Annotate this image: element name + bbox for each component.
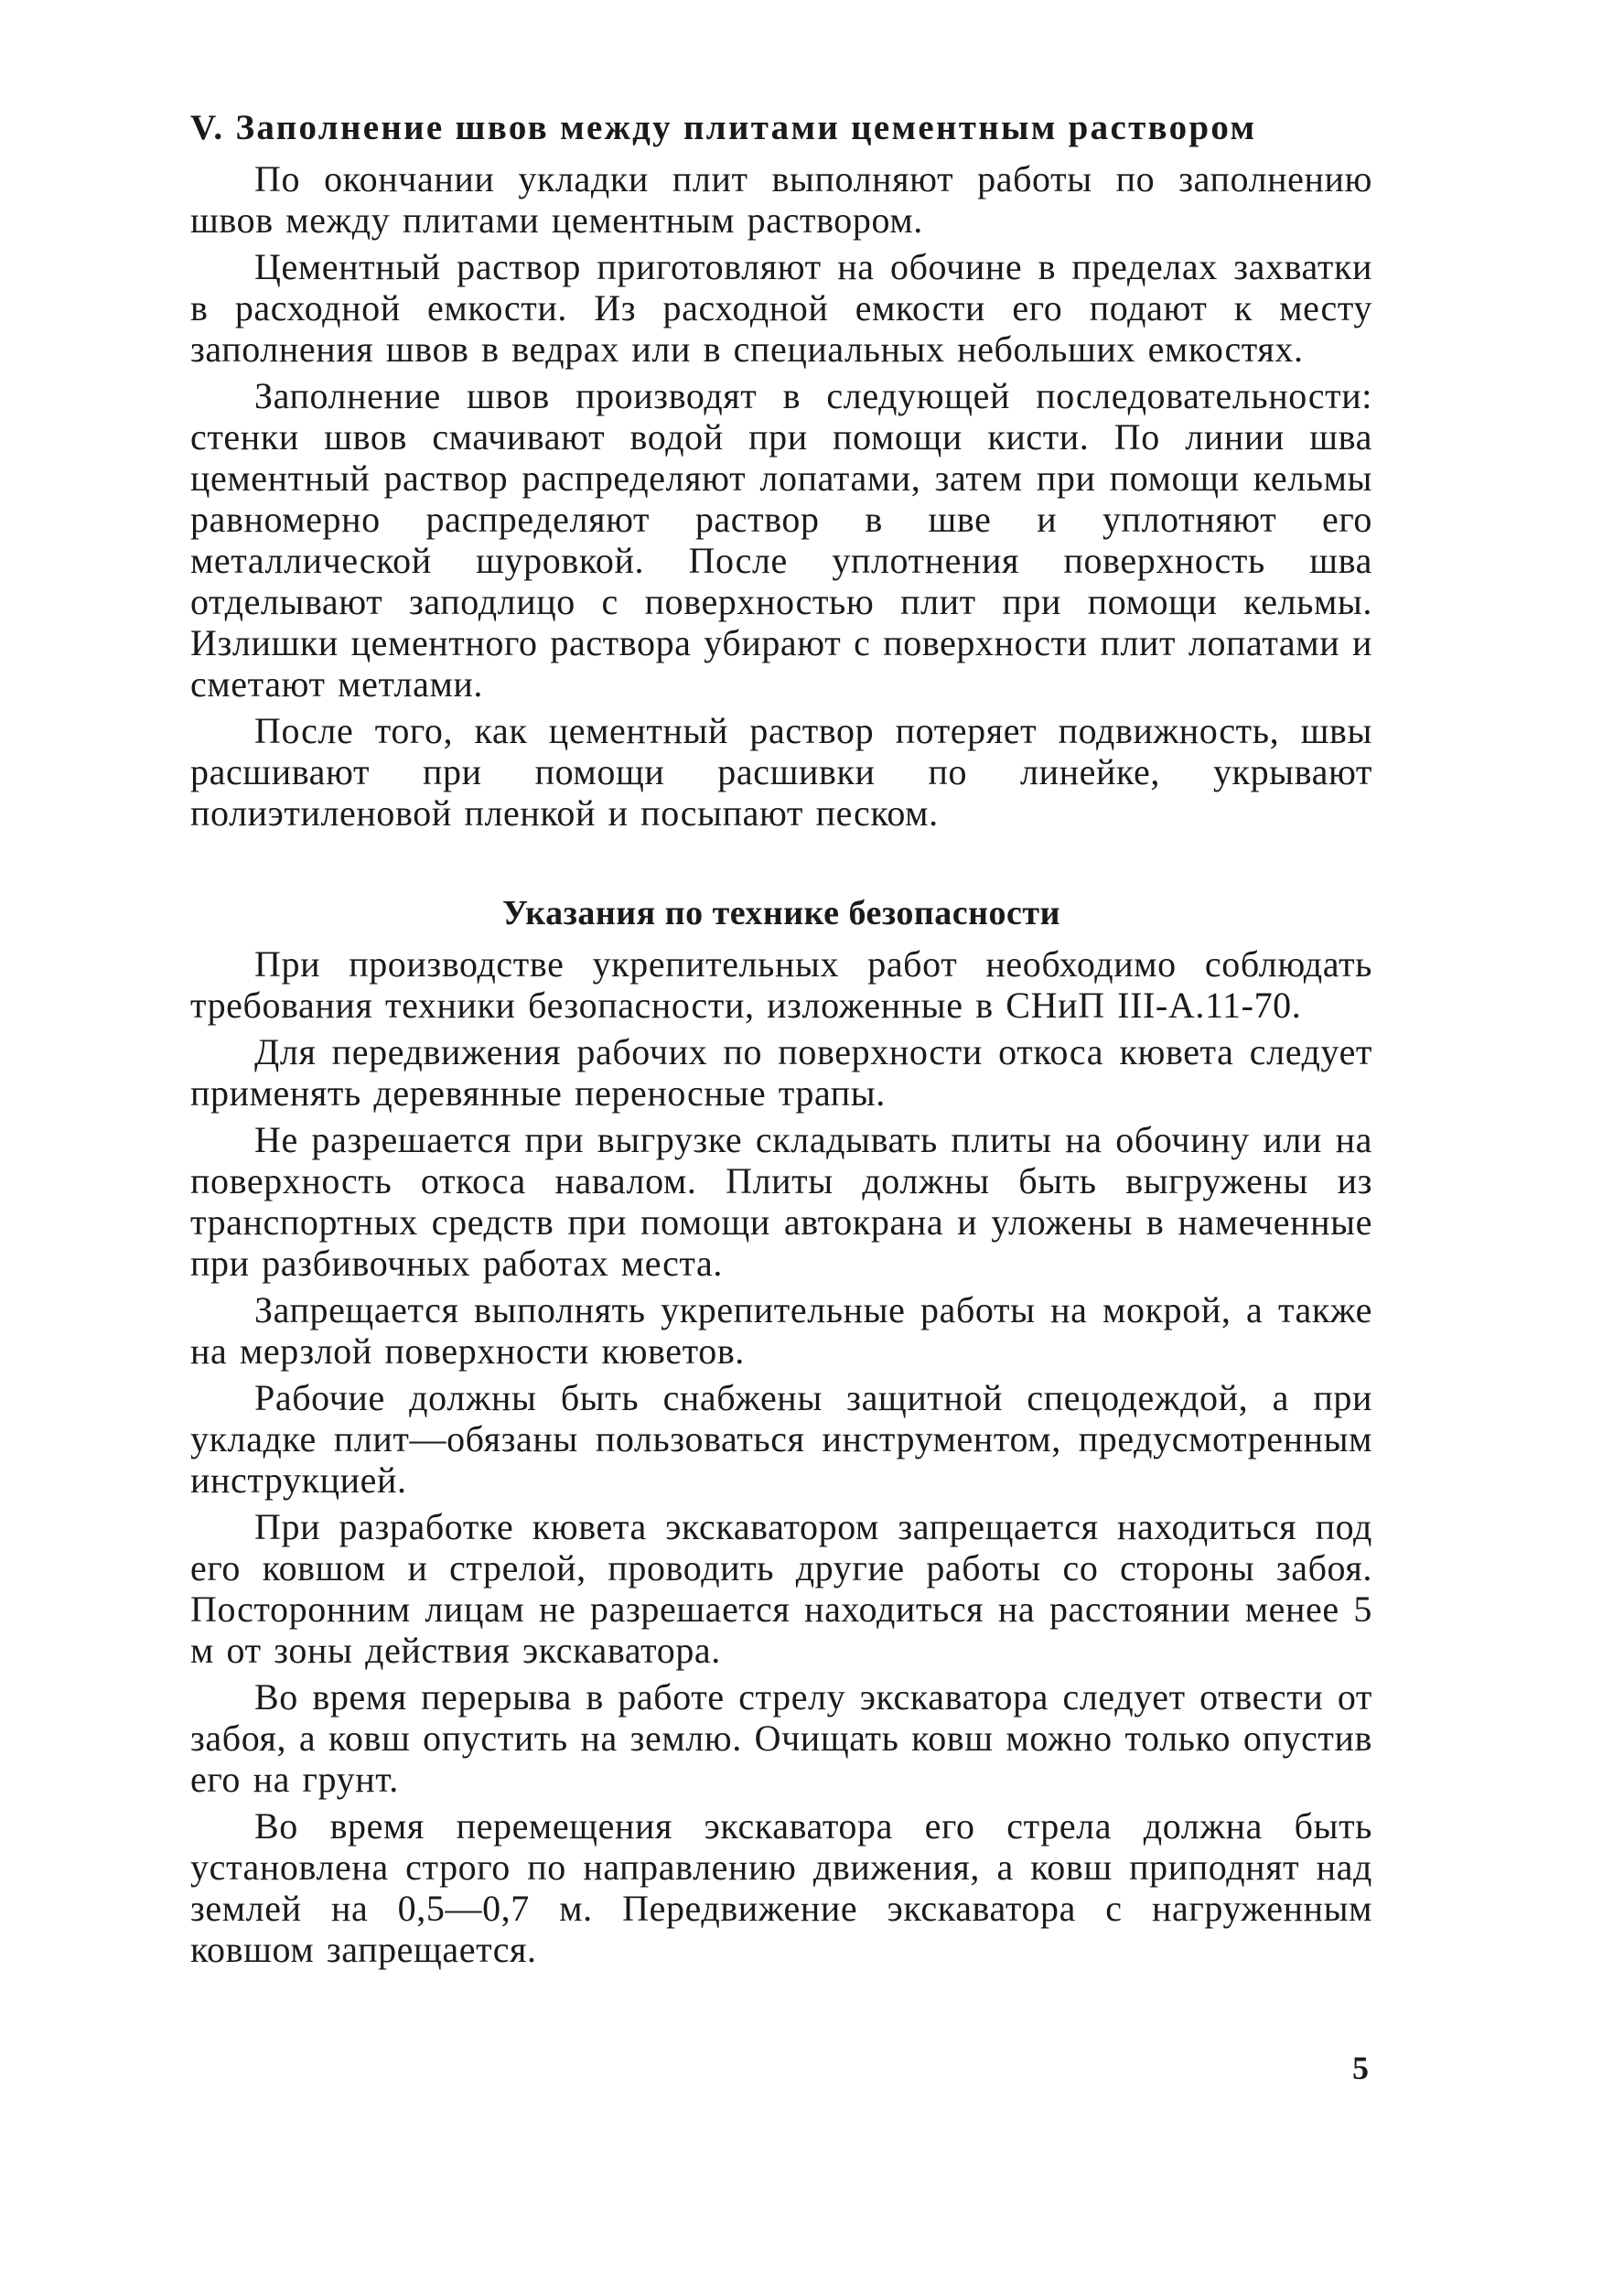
paragraph: Не разрешается при выгрузке складывать плиты на обочину или на поверхность откоса навалом. Плиты должны быть выгружены из транспортных средств при помощи автокрана и уложены в намеченные при разбивочных работах места.: [190, 1119, 1372, 1284]
paragraph: Запрещается выполнять укрепительные работы на мокрой, а также на мерзлой поверхности кюветов.: [190, 1289, 1372, 1372]
section-heading: V. Заполнение швов между плитами цементным раствором: [190, 108, 1257, 147]
paragraph: При разработке кювета экскаватором запрещается находиться под его ковшом и стрелой, проводить другие работы со стороны забоя. Посторонним лицам не разрешается находиться на расстоянии менее 5 м от зоны действия экскаватора.: [190, 1506, 1372, 1671]
page-number: 5: [1352, 2050, 1369, 2086]
paragraph: Заполнение швов производят в следующей последовательности: стенки швов смачивают водой при помощи кисти. По линии шва цементный раствор распределяют лопатами, затем при помощи кельмы равномерно распределяют раствор в шве и уплотняют его металлической шуровкой. После уплотнения поверхность шва отделывают заподлицо с поверхностью плит при помощи кельмы. Излишки цементного раствора убирают с поверхности плит лопатами и сметают метлами.: [190, 375, 1372, 705]
safety-heading: Указания по технике безопасности: [502, 894, 1060, 932]
paragraph: При производстве укрепительных работ необходимо соблюдать требования техники безопасности, изложенные в СНиП III-А.11-70.: [190, 943, 1372, 1026]
paragraph: Рабочие должны быть снабжены защитной спецодеждой, а при укладке плит—обязаны пользоваться инструментом, предусмотренным инструкцией.: [190, 1377, 1372, 1501]
paragraph: По окончании укладки плит выполняют работы по заполнению швов между плитами цементным раствором.: [190, 158, 1372, 241]
paragraph: Для передвижения рабочих по поверхности откоса кювета следует применять деревянные переносные трапы.: [190, 1031, 1372, 1114]
paragraph: После того, как цементный раствор потеряет подвижность, швы расшивают при помощи расшивки по линейке, укрывают полиэтиленовой пленкой и посыпают песком.: [190, 710, 1372, 834]
document-page: [190, 105, 1372, 1976]
paragraph: Во время перерыва в работе стрелу экскаватора следует отвести от забоя, а ковш опустить на землю. Очищать ковш можно только опустив его на грунт.: [190, 1676, 1372, 1800]
paragraph: Во время перемещения экскаватора его стрела должна быть установлена строго по направлению движения, а ковш приподнят над землей на 0,5—0,7 м. Передвижение экскаватора с нагруженным ковшом запрещается.: [190, 1805, 1372, 1970]
paragraph: Цементный раствор приготовляют на обочине в пределах захватки в расходной емкости. Из расходной емкости его подают к месту заполнения швов в ведрах или в специальных небольших емкостях.: [190, 246, 1372, 370]
